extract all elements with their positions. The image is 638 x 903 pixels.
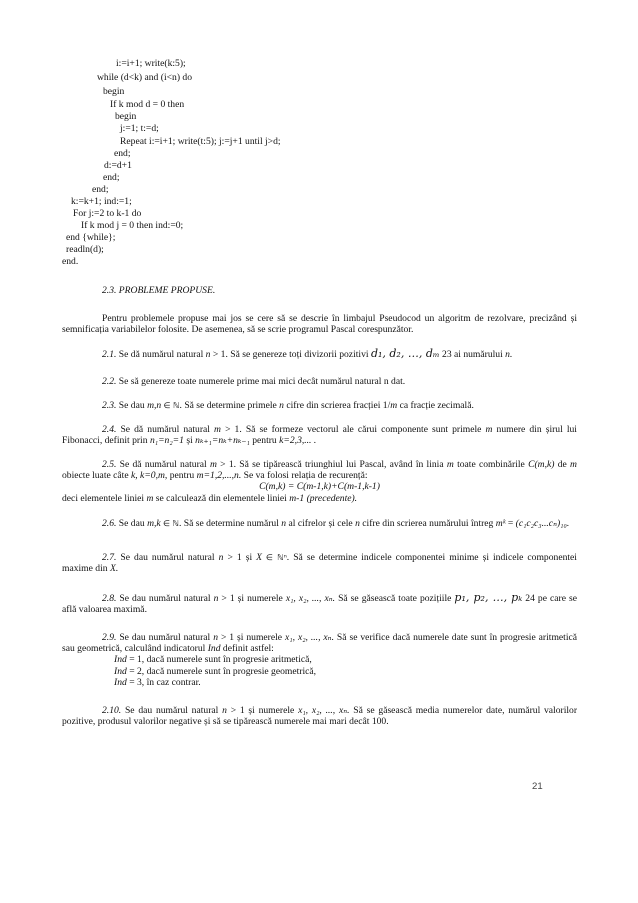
code-line: Repeat i:=i+1; write(t:5); j:=j+1 until j>d; <box>120 136 281 147</box>
problem-2-5: 2.5. Se dă numărul natural m > 1. Să se tipărească triunghiul lui Pascal, având în linia m toate combinările C(m,k) de m obiecte luate câte k, k=0,m, pentru m=1,2,...,n. Se va folosi relația de recurență: C(m,k) = C(m-1,k)+C(m-1,k-1) deci elementele liniei m se calculează din elementele liniei m-1 (precedente). <box>62 459 577 504</box>
code-line: If k mod d = 0 then <box>110 99 185 110</box>
code-line: end; <box>103 172 120 183</box>
problem-2-10: 2.10. Se dau numărul natural n > 1 și numerele x₁, x₂, ..., xₙ. Să se găsească media numerelor date, numărul valorilor pozitive, produsul valorilor negative și să se tipărească numerele mai mari decât 100. <box>62 705 578 728</box>
case-line: Ind = 1, dacă numerele sunt în progresie aritmetică, <box>114 654 312 666</box>
problem-2-1: 2.1. Se dă numărul natural n > 1. Să se genereze toți divizorii pozitivi d₁, d₂, …, dₘ 23 ai numărului n. <box>102 347 513 360</box>
problem-2-8: 2.8. Se dau numărul natural n > 1 și numerele x₁, x₂, ..., xₙ. Să se găsească toate pozițiile p₁, p₂, …, pₖ 24 pe care se află valoarea maximă. <box>62 591 577 616</box>
recurrence-formula: C(m,k) = C(m-1,k)+C(m-1,k-1) <box>259 481 380 493</box>
problem-2-4: 2.4. Se dă numărul natural m > 1. Să se formeze vectorul ale cărui componente sunt primele m numere din șirul lui Fibonacci, definit prin n₁=n₂=1 și nₖ₊₁=nₖ+nₖ₋₁ pentru k=2,3,... . <box>62 424 577 447</box>
intro-paragraph: Pentru problemele propuse mai jos se cere să se descrie în limbajul Pseudocod un algoritm de rezolvare, precizând și semnificația variabilelor folosite. De asemenea, să se scrie programul Pascal corespunzător. <box>62 313 577 336</box>
positions-formula: p₁, p₂, …, pₖ <box>454 591 523 604</box>
code-line: d:=d+1 <box>104 160 132 171</box>
problem-2-6: 2.6. Se dau m,k ∈ ℕ. Să se determine numărul n al cifrelor și cele n cifre din scrierea numărului întreg mᵏ = (c₁c₂c₃...cₙ)₁₀. <box>102 518 570 529</box>
code-line: i:=i+1; write(k:5); <box>116 58 186 69</box>
code-line: begin <box>115 111 137 122</box>
problem-2-7: 2.7. Se dau numărul natural n > 1 și X ∈ ℕⁿ. Să se determine indicele componentei minime și indicele componentei maxime din X. <box>62 552 577 575</box>
case-line: Ind = 2, dacă numerele sunt în progresie geometrică, <box>114 665 317 677</box>
code-line: j:=1; t:=d; <box>120 123 159 134</box>
problem-2-3: 2.3. Se dau m,n ∈ ℕ. Să se determine primele n cifre din scrierea fracției 1/m ca fracție zecimală. <box>102 400 474 411</box>
code-line: end; <box>92 184 109 195</box>
page-number: 21 <box>532 781 543 792</box>
section-title: 2.3. PROBLEME PROPUSE. <box>102 285 216 296</box>
code-line: If k mod j = 0 then ind:=0; <box>81 220 184 231</box>
code-line: k:=k+1; ind:=1; <box>71 196 132 207</box>
problem-2-2: 2.2. Se să genereze toate numerele prime mai mici decât numărul natural n dat. <box>102 376 406 387</box>
code-line: begin <box>103 86 125 97</box>
code-line: end {while}; <box>66 232 116 243</box>
case-line: Ind = 3, în caz contrar. <box>114 676 201 688</box>
code-line: while (d<k) and (i<n) do <box>97 72 193 83</box>
problem-2-9: 2.9. Se dau numărul natural n > 1 și numerele x₁, x₂, ..., xₙ. Să se verifice dacă numerele date sunt în progresie aritmetică sau geometrică, calculând indicatorul Ind definit astfel: Ind = 1, dacă numerele sunt în progresie aritmetică, Ind = 2, dacă numerele sunt în progresie geometrică, Ind = 3, în caz contrar. <box>62 632 578 688</box>
code-line: end; <box>114 148 131 159</box>
code-line: readln(d); <box>66 244 104 255</box>
code-line: end. <box>62 256 79 267</box>
divisor-formula: d₁, d₂, …, dₘ <box>370 347 440 360</box>
code-line: For j:=2 to k-1 do <box>73 208 142 219</box>
